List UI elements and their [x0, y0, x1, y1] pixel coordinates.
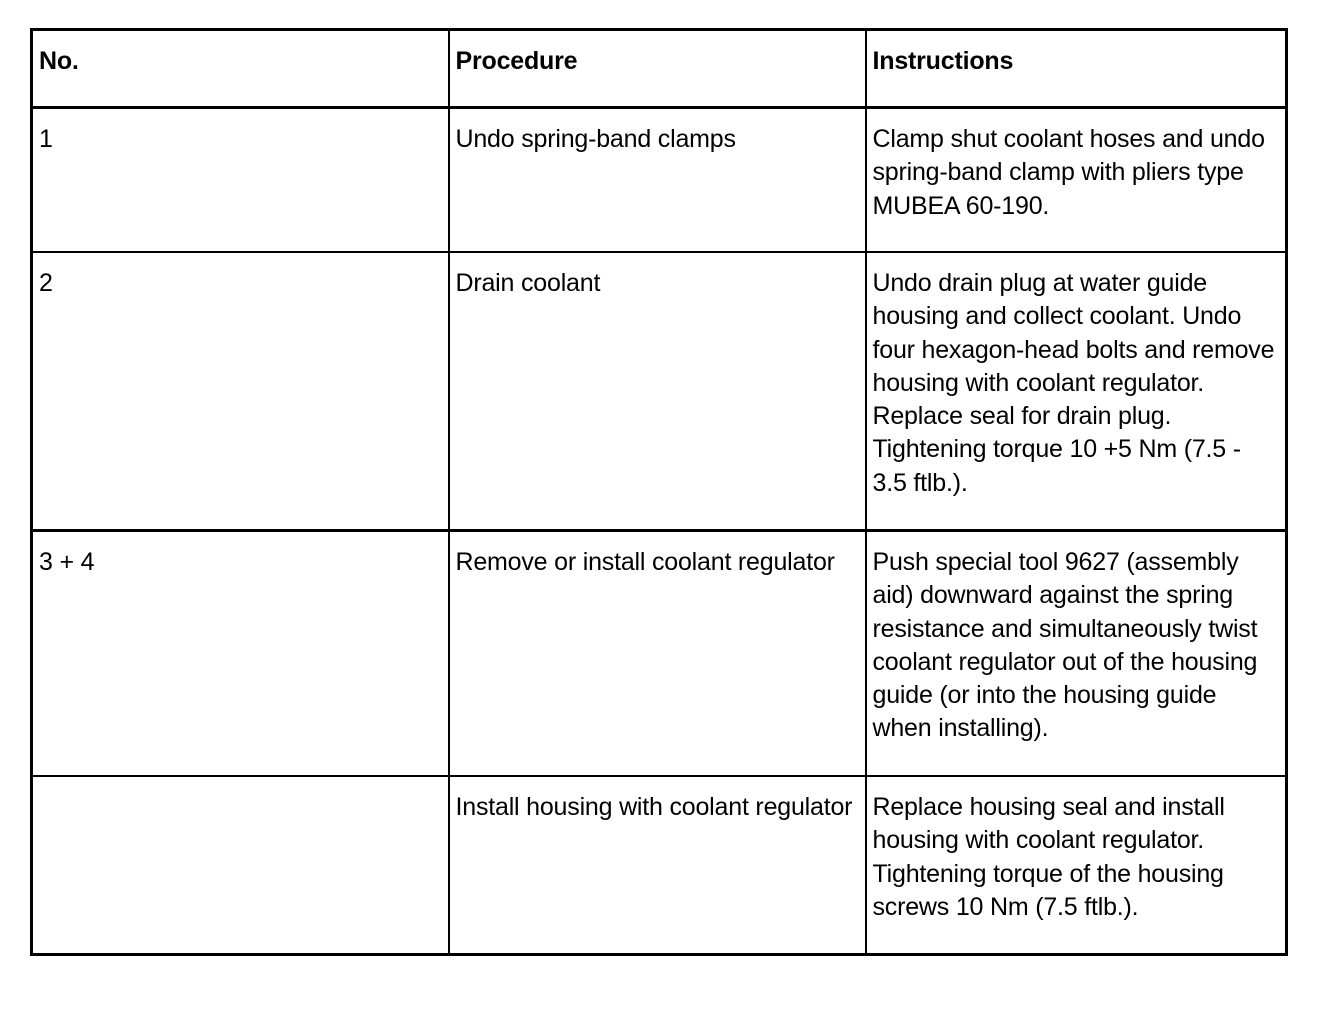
cell-instructions: Undo drain plug at water guide housing and collect coolant. Undo four hexagon-head bolts and remove housing with coolant regulator. Replace seal for drain plug. Tightening torque 10 +5 Nm (7.5 - 3.5 ftlb.).	[866, 252, 1287, 531]
procedure-table	[30, 28, 1288, 956]
cell-no: 3 + 4	[32, 531, 449, 777]
table-header	[32, 30, 1287, 108]
header-no: No.	[32, 30, 449, 108]
cell-no	[32, 776, 449, 955]
cell-instructions: Replace housing seal and install housing with coolant regulator. Tightening torque of the housing screws 10 Nm (7.5 ftlb.).	[866, 776, 1287, 955]
cell-no: 2	[32, 252, 449, 531]
cell-procedure: Remove or install coolant regulator	[449, 531, 866, 777]
table-row	[32, 776, 1287, 955]
table-row	[32, 108, 1287, 253]
table-row	[32, 531, 1287, 777]
cell-instructions: Clamp shut coolant hoses and undo spring-band clamp with pliers type MUBEA 60-190.	[866, 108, 1287, 253]
table-row	[32, 252, 1287, 531]
cell-procedure: Install housing with coolant regulator	[449, 776, 866, 955]
header-instructions: Instructions	[866, 30, 1287, 108]
cell-no: 1	[32, 108, 449, 253]
header-row	[32, 30, 1287, 108]
cell-procedure: Undo spring-band clamps	[449, 108, 866, 253]
cell-procedure: Drain coolant	[449, 252, 866, 531]
header-procedure: Procedure	[449, 30, 866, 108]
table-body	[32, 108, 1287, 955]
cell-instructions: Push special tool 9627 (assembly aid) downward against the spring resistance and simultaneously twist coolant regulator out of the housing guide (or into the housing guide when installing).	[866, 531, 1287, 777]
